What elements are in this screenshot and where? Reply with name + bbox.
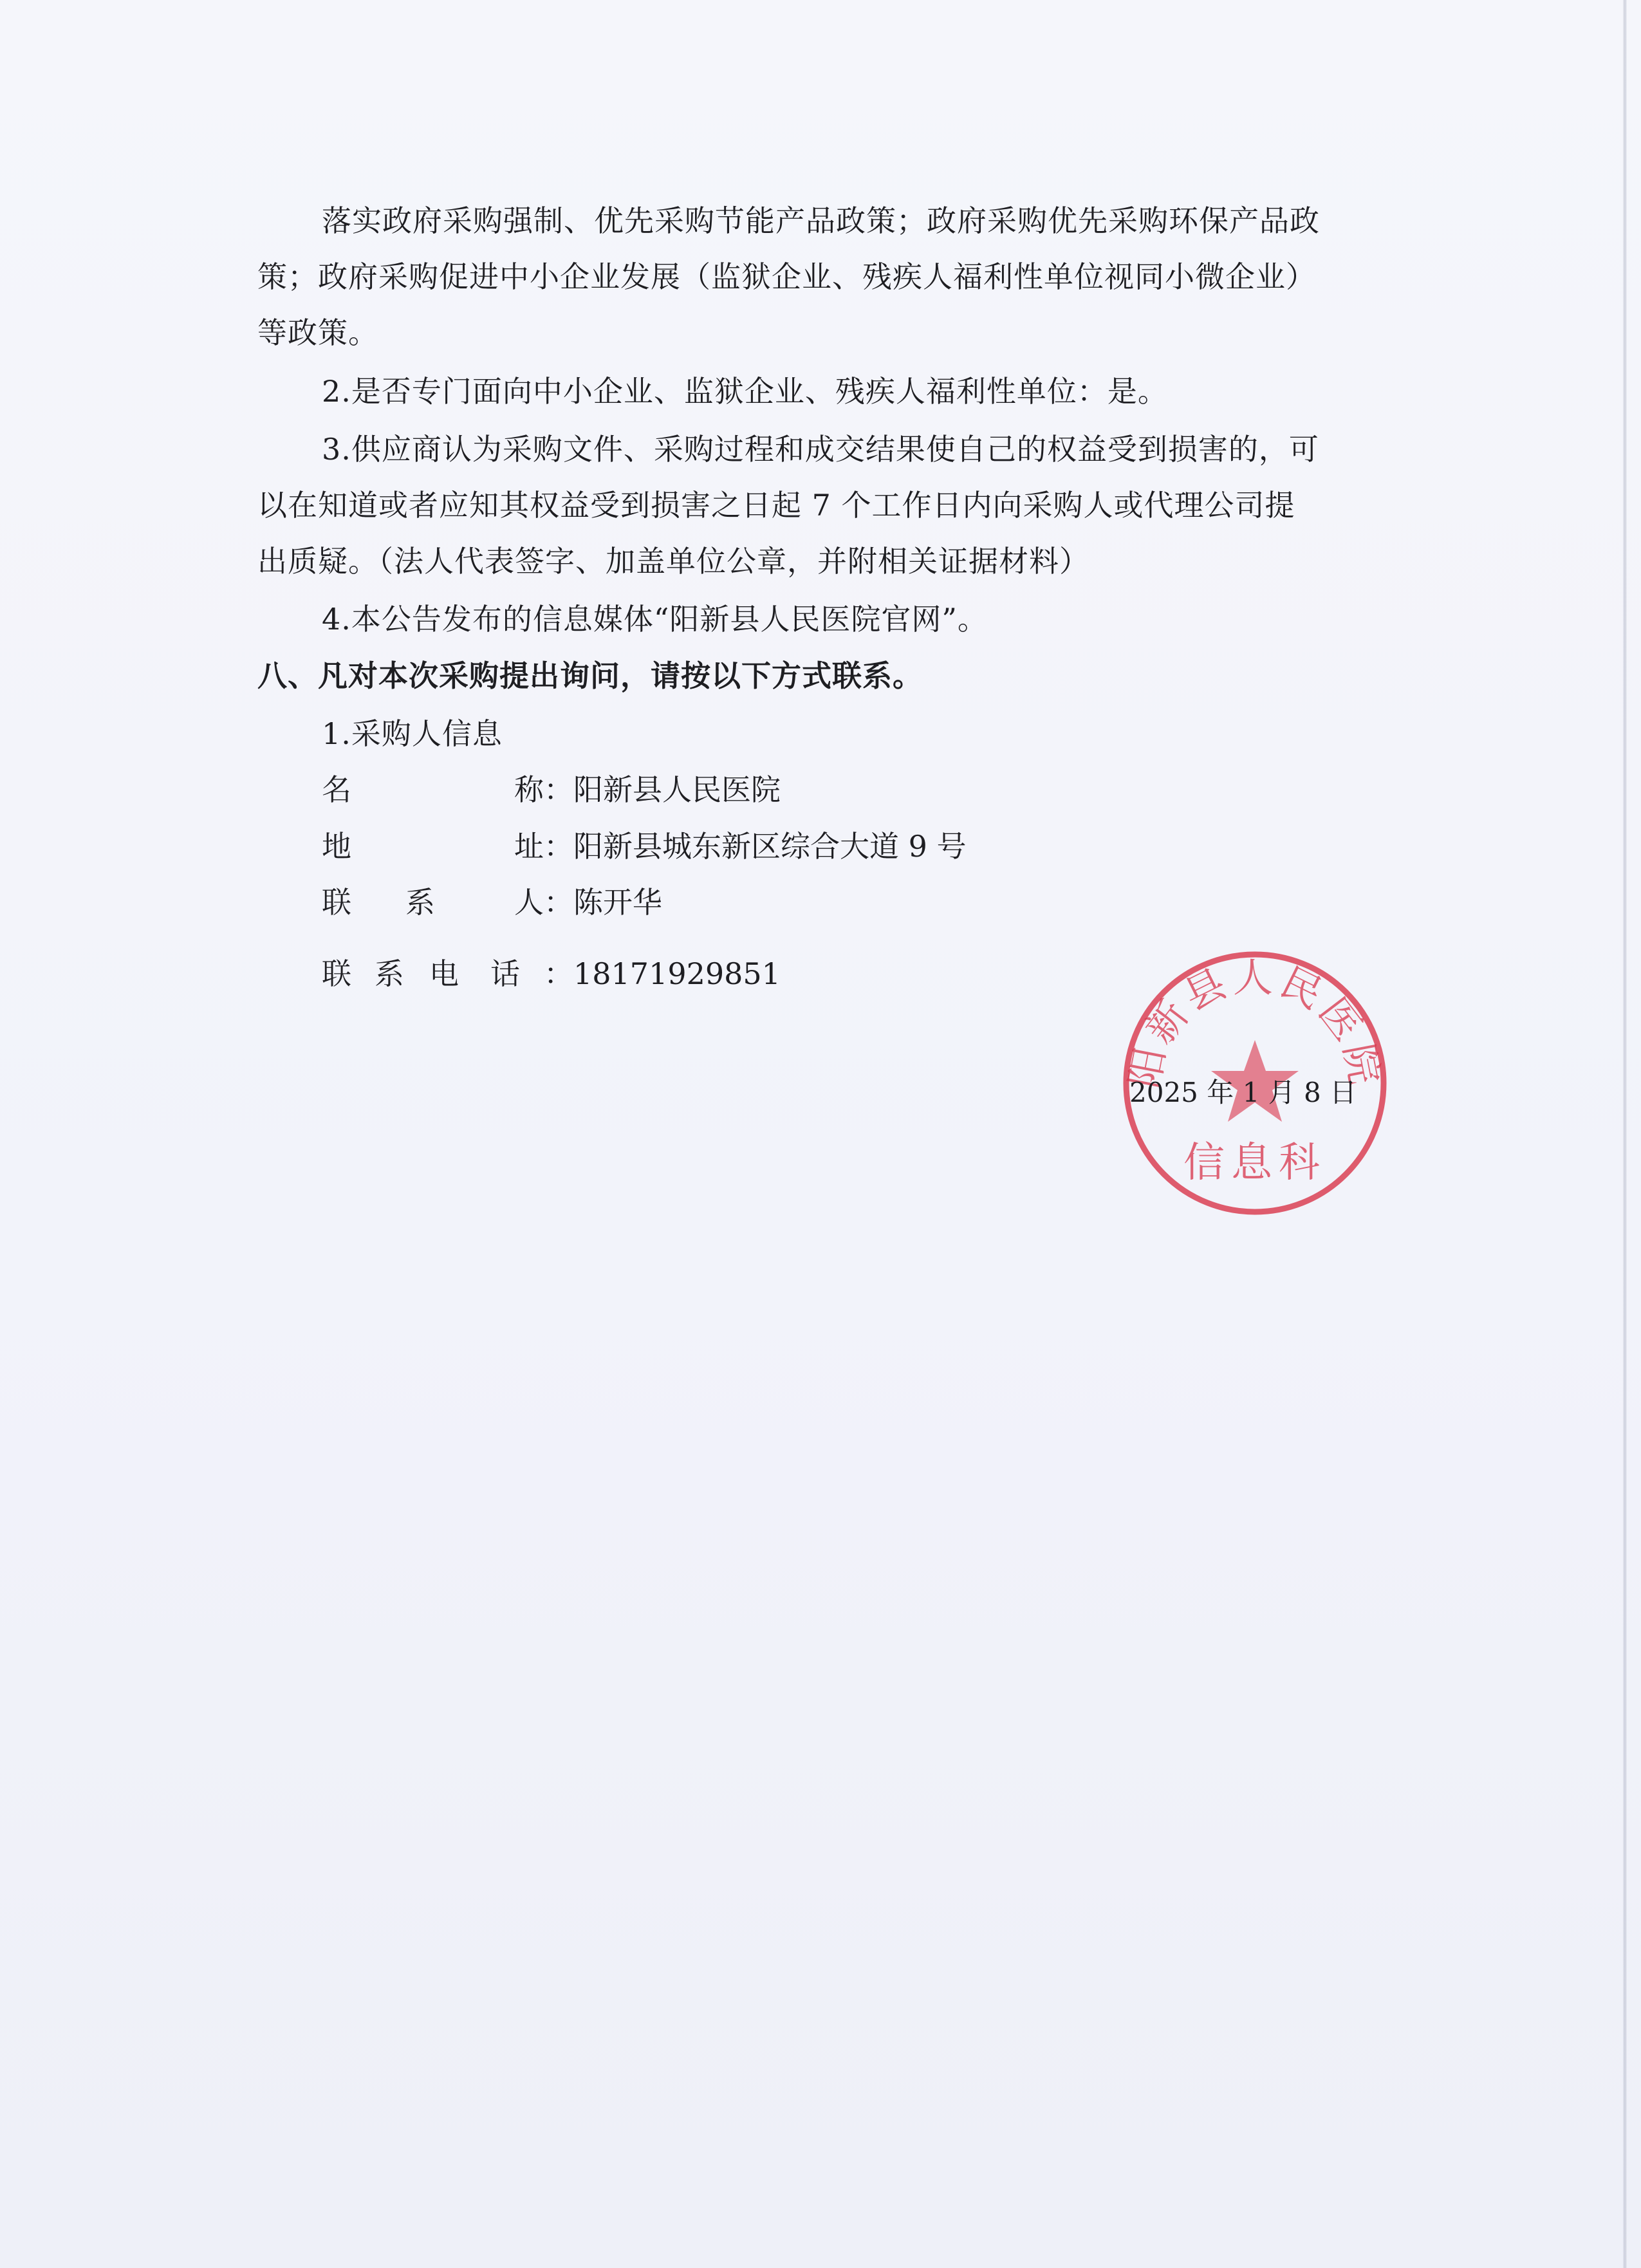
field-phone-label: 联 系 电 话 [322, 956, 520, 991]
field-name-value: ：阳新县人民医院 [544, 772, 781, 807]
field-phone-value: ：18171929851 [544, 956, 781, 991]
paragraph-item-3-line-2: 以在知道或者应知其权益受到损害之日起 7 个工作日内向采购人或代理公司提 [257, 488, 1295, 523]
field-name-label: 名 称 [322, 772, 544, 807]
scan-edge [1623, 0, 1627, 2268]
paragraph-item-3-line-1: 3.供应商认为采购文件、采购过程和成交结果使自己的权益受到损害的，可 [322, 432, 1319, 467]
paragraph-item-3-line-3: 出质疑。（法人代表签字、加盖单位公章，并附相关证据材料） [257, 544, 1089, 579]
paragraph-line-2: 策；政府采购促进中小企业发展（监狱企业、残疾人福利性单位视同小微企业） [257, 259, 1316, 294]
paragraph-item-2: 2.是否专门面向中小企业、监狱企业、残疾人福利性单位：是。 [322, 374, 1168, 409]
document-date: 2025 年 1 月 8 日 [1129, 1077, 1357, 1108]
field-address-label: 地 址 [322, 829, 544, 864]
field-contact-value: ：陈开华 [544, 885, 662, 920]
section-8-heading: 八、凡对本次采购提出询问，请按以下方式联系。 [257, 658, 923, 693]
field-address-value: ：阳新县城东新区综合大道 9 号 [544, 829, 967, 864]
seal-bottom-text: 信息科 [1183, 1139, 1326, 1187]
paragraph-item-4: 4.本公告发布的信息媒体“阳新县人民医院官网”。 [322, 602, 988, 637]
paragraph-line-1: 落实政府采购强制、优先采购节能产品政策；政府采购优先采购环保产品政 [322, 203, 1320, 238]
purchaser-info-subheading: 1.采购人信息 [322, 716, 503, 751]
paragraph-line-3: 等政策。 [257, 315, 378, 350]
seal-top-text: 阳新县人民医院 [1120, 954, 1389, 1092]
field-contact-label: 联 系 人 [322, 885, 544, 920]
